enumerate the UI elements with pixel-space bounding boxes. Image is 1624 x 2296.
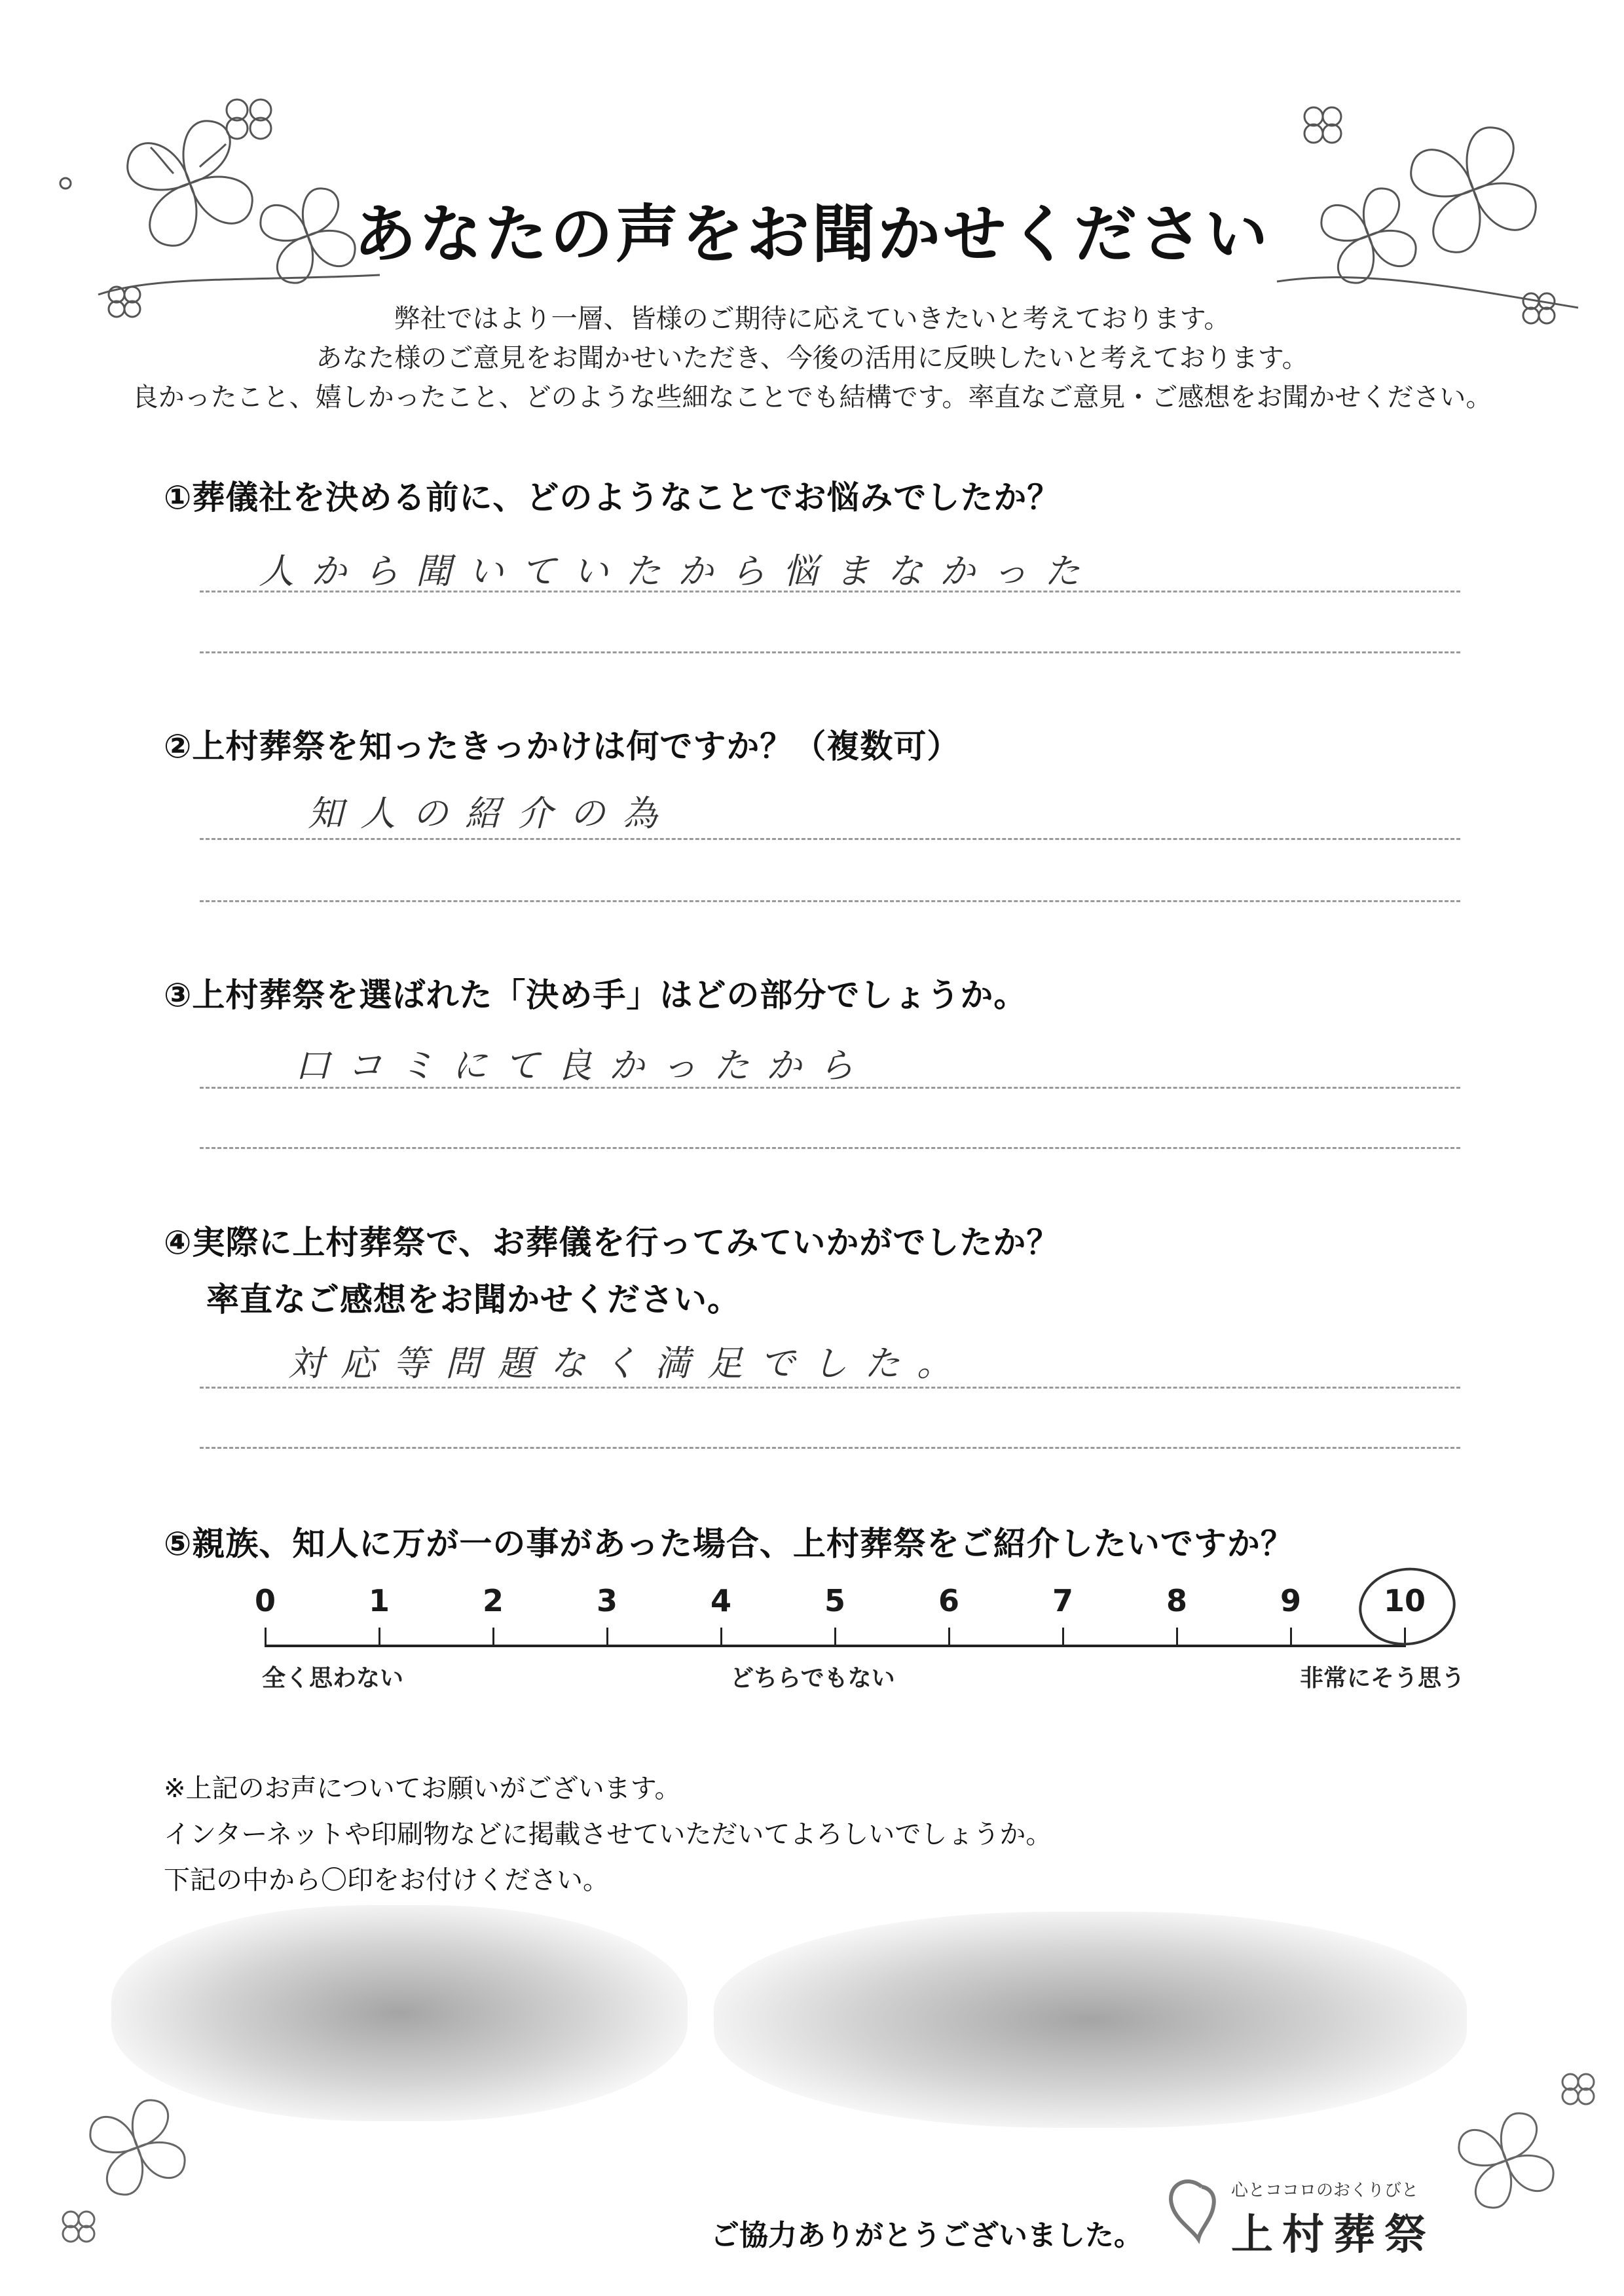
scale-tick	[834, 1628, 836, 1647]
scale-tick	[606, 1628, 608, 1647]
brand-tagline: 心とココロのおくりびと	[1231, 2181, 1419, 2200]
answer-rule	[200, 1387, 1460, 1389]
question-4-answer[interactable]: 対応等問題なく満足でした。	[288, 1343, 969, 1384]
answer-rule	[200, 1087, 1460, 1089]
question-2-label: ②上村葬祭を知ったきっかけは何ですか？（複数可）	[164, 727, 961, 765]
intro-line-3: 良かったこと、嬉しかったこと、どのような些細なことでも結構です。率直なご意見・ご感想をお聞かせください。	[132, 382, 1492, 412]
answer-rule	[200, 838, 1460, 840]
answer-rule	[200, 900, 1460, 902]
scale-tick	[492, 1628, 494, 1647]
scale-low-label: 全く思わない	[262, 1665, 404, 1692]
scale-number-5[interactable]: 5	[824, 1583, 845, 1618]
answer-rule	[200, 651, 1460, 653]
intro-line-1: 弊社ではより一層、皆様のご期待に応えていきたいと考えております。	[394, 304, 1230, 334]
scale-number-2[interactable]: 2	[482, 1583, 504, 1618]
question-1-label: ①葬儀社を決める前に、どのようなことでお悩みでしたか？	[164, 479, 1061, 517]
scale-number-6[interactable]: 6	[938, 1583, 959, 1618]
scale-number-3[interactable]: 3	[596, 1583, 618, 1618]
scale-tick	[378, 1628, 380, 1647]
question-1-answer[interactable]: 人から聞いていたから悩まなかった	[259, 551, 1097, 592]
brand-name: 上村葬祭	[1231, 2211, 1435, 2259]
question-4-label-2: 率直なご感想をお聞かせください。	[206, 1281, 741, 1319]
notice-line-1: ※上記のお声についてお願いがございます。	[164, 1774, 681, 1804]
scale-tick	[265, 1628, 267, 1647]
scale-number-8[interactable]: 8	[1166, 1583, 1187, 1618]
scale-tick	[720, 1628, 722, 1647]
scale-number-10[interactable]: 10	[1383, 1583, 1426, 1618]
scale-number-1[interactable]: 1	[368, 1583, 390, 1618]
thanks-message: ご協力ありがとうございました。	[710, 2219, 1143, 2252]
scale-mid-label: どちらでもない	[730, 1665, 895, 1692]
clover-ornament-bottom-right	[1428, 2062, 1617, 2278]
notice-line-2: インターネットや印刷物などに掲載させていただいてよろしいでしょうか。	[164, 1819, 1052, 1850]
scale-tick	[1062, 1628, 1064, 1647]
question-3-label: ③上村葬祭を選ばれた「決め手」はどの部分でしょうか。	[164, 976, 1027, 1014]
scale-number-0[interactable]: 0	[254, 1583, 276, 1618]
redacted-consent-option-right[interactable]	[714, 1912, 1467, 2128]
scale-tick	[948, 1628, 950, 1647]
question-2-answer[interactable]: 知人の紹介の為	[308, 793, 674, 834]
scale-tick	[1176, 1628, 1178, 1647]
scale-number-9[interactable]: 9	[1280, 1583, 1301, 1618]
scale-tick	[1290, 1628, 1292, 1647]
intro-line-2: あなた様のご意見をお聞かせいただき、今後の活用に反映したいと考えております。	[316, 343, 1308, 373]
heart-logo-icon	[1162, 2174, 1221, 2246]
question-4-label: ④実際に上村葬祭で、お葬儀を行ってみていかがでしたか？	[164, 1224, 1060, 1262]
scale-high-label: 非常にそう思う	[1300, 1665, 1466, 1692]
scale-number-4[interactable]: 4	[710, 1583, 731, 1618]
answer-rule	[200, 591, 1460, 592]
notice-line-3: 下記の中から〇印をお付けください。	[164, 1865, 609, 1895]
redacted-consent-option-left[interactable]	[111, 1905, 688, 2121]
selected-rating-circle	[1354, 1561, 1461, 1651]
scale-number-7[interactable]: 7	[1052, 1583, 1073, 1618]
question-5-label: ⑤親族、知人に万が一の事があった場合、上村葬祭をご紹介したいですか？	[164, 1525, 1294, 1563]
page-title: あなたの声をお聞かせください	[354, 198, 1270, 271]
question-3-answer[interactable]: 口コミにて良かったから	[295, 1045, 871, 1086]
answer-rule	[200, 1147, 1460, 1149]
answer-rule	[200, 1447, 1460, 1449]
